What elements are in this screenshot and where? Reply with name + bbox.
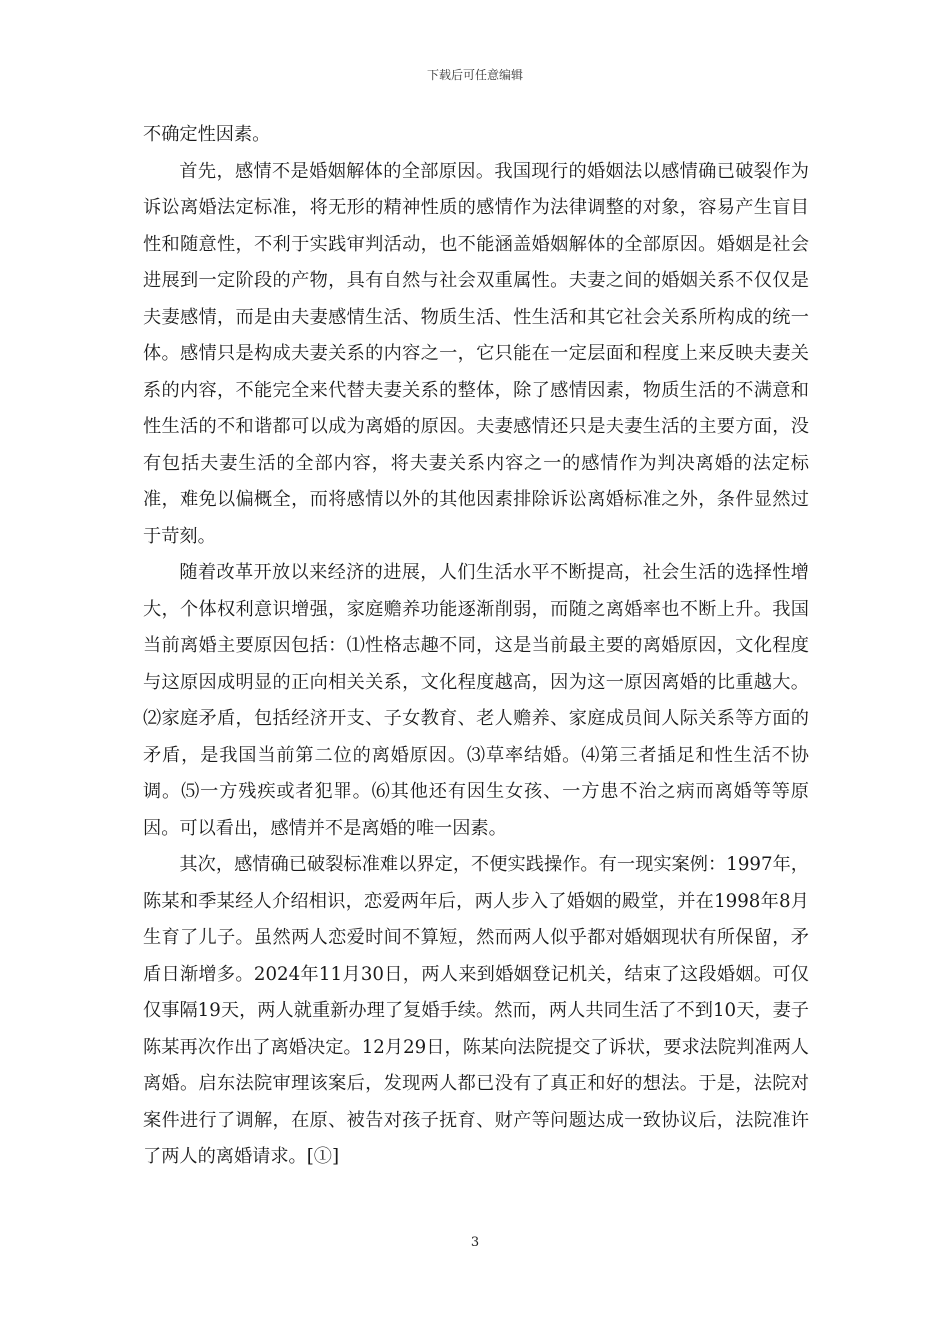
page-number: 3	[470, 1235, 480, 1250]
document-body	[143, 117, 809, 1176]
page-header: 下载后可任意编辑	[426, 68, 523, 82]
paragraph-continuation: 不确定性因素。	[143, 124, 271, 145]
paragraph-divorce-reasons: 随着改革开放以来经济的进展，人们生活水平不断提高，社会生活的选择性增大，个体权利意识增强，家庭赡养功能逐渐削弱，而随之离婚率也不断上升。我国当前离婚主要原因包括：⑴性格志趣不同，这是当前最主要的离婚原因，文化程度与这原因成明显的正向相关关系，文化程度越高，因为这一原因离婚的比重越大。⑵家庭矛盾，包括经济开支、子女教育、老人赡养、家庭成员间人际关系等方面的矛盾，是我国当前第二位的离婚原因。⑶草率结婚。⑷第三者插足和性生活不协调。⑸一方残疾或者犯罪。⑹其他还有因生女孩、一方患不治之病而离婚等等原因。可以看出，感情并不是离婚的唯一因素。	[143, 562, 809, 839]
paragraph-emotion-not-all-causes: 首先，感情不是婚姻解体的全部原因。我国现行的婚姻法以感情确已破裂作为诉讼离婚法定标准，将无形的精神性质的感情作为法律调整的对象，容易产生盲目性和随意性，不利于实践审判活动，也不能涵盖婚姻解体的全部原因。婚姻是社会进展到一定阶段的产物，具有自然与社会双重属性。夫妻之间的婚姻关系不仅仅是夫妻感情，而是由夫妻感情生活、物质生活、性生活和其它社会关系所构成的统一体。感情只是构成夫妻关系的内容之一，它只能在一定层面和程度上来反映夫妻关系的内容，不能完全来代替夫妻关系的整体，除了感情因素，物质生活的不满意和性生活的不和谐都可以成为离婚的原因。夫妻感情还只是夫妻生活的主要方面，没有包括夫妻生活的全部内容，将夫妻关系内容之一的感情作为判决离婚的法定标准，难免以偏概全，而将感情以外的其他因素排除诉讼离婚标准之外，条件显然过于苛刻。	[143, 160, 809, 547]
paragraph-case-example: 其次，感情确已破裂标准难以界定，不便实践操作。有一现实案例：1997年，陈某和季某经人介绍相识，恋爱两年后，两人步入了婚姻的殿堂，并在1998年8月生育了儿子。虽然两人恋爱时间不算短，然而两人似乎都对婚姻现状有所保留，矛盾日渐增多。2024年11月30日，两人来到婚姻登记机关，结束了这段婚姻。可仅仅事隔19天，两人就重新办理了复婚手续。然而，两人共同生活了不到10天，妻子陈某再次作出了离婚决定。12月29日，陈某向法院提交了诉状，要求法院判准两人离婚。启东法院审理该案后，发现两人都已没有了真正和好的想法。于是，法院对案件进行了调解，在原、被告对孩子抚育、财产等问题达成一致协议后，法院准许了两人的离婚请求。[①]	[143, 854, 809, 1167]
